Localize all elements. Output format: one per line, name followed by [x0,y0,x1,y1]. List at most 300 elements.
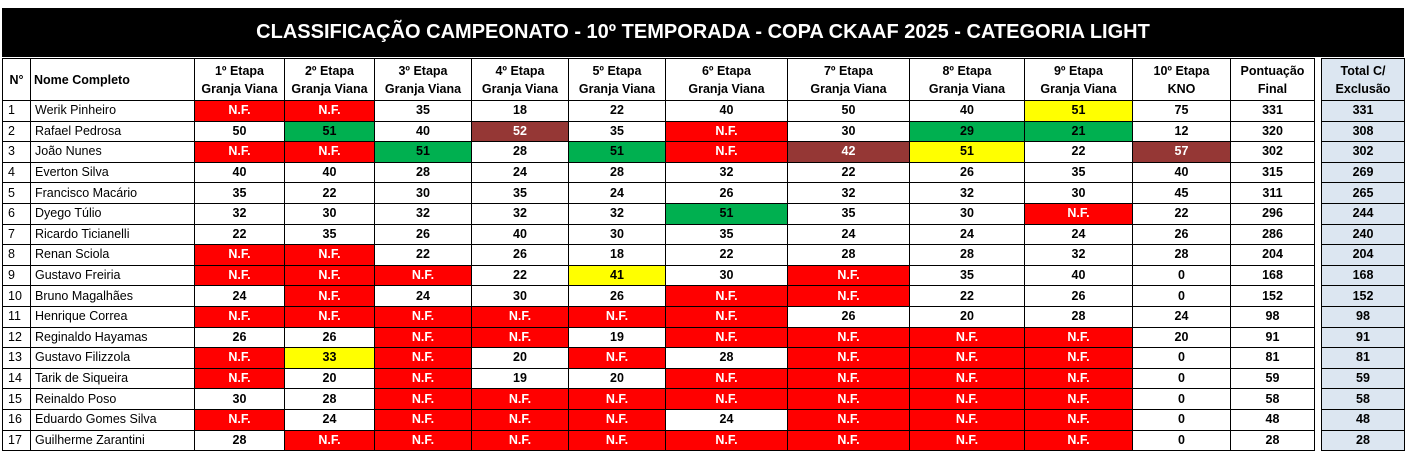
stage-score-cell: 30 [472,286,569,307]
total-exclusion-cell: 331 [1322,101,1405,122]
driver-name-cell: Ricardo Ticianelli [31,224,195,245]
stage-score-cell: 32 [472,203,569,224]
stage-score-cell: N.F. [195,306,285,327]
stage-score-cell: 35 [195,183,285,204]
stage-score-cell: N.F. [569,389,666,410]
stage-score-cell: 20 [569,368,666,389]
driver-name-cell: Everton Silva [31,162,195,183]
driver-name-cell: Reinaldo Poso [31,389,195,410]
final-score-cell: 152 [1231,286,1315,307]
stage-score-cell: N.F. [666,121,788,142]
stage-score-cell: 26 [1133,224,1231,245]
stage-score-cell: N.F. [285,286,375,307]
header-stage-2-line2: Granja Viana [291,81,368,96]
stage-score-cell: 35 [569,121,666,142]
stage-score-cell: 22 [666,245,788,266]
table-body [3,101,1405,451]
stage-score-cell: 0 [1133,430,1231,451]
stage-score-cell: 40 [375,121,472,142]
final-score-cell: 320 [1231,121,1315,142]
stage-score-cell: 28 [195,430,285,451]
stage-score-cell: 30 [569,224,666,245]
table-row [3,265,1405,286]
header-final-score [1231,59,1315,101]
stage-score-cell: 51 [285,121,375,142]
final-score-cell: 311 [1231,183,1315,204]
stage-score-cell: 30 [910,203,1025,224]
stage-score-cell: N.F. [666,142,788,163]
final-score-cell: 59 [1231,368,1315,389]
stage-score-cell: 12 [1133,121,1231,142]
position-cell: 3 [3,142,31,163]
stage-score-cell: 35 [666,224,788,245]
total-exclusion-cell: 91 [1322,327,1405,348]
header-stage-4 [472,59,569,101]
stage-score-cell: N.F. [1025,430,1133,451]
stage-score-cell: 24 [285,409,375,430]
header-final-score-line2: Final [1257,81,1288,96]
header-stage-10-line1: 10º Etapa [1153,63,1210,78]
table-row [3,183,1405,204]
table-row [3,306,1405,327]
stage-score-cell: N.F. [375,265,472,286]
column-gap [1315,306,1322,327]
header-stage-1-line2: Granja Viana [201,81,278,96]
table-row [3,348,1405,369]
stage-score-cell: 22 [569,101,666,122]
stage-score-cell: 30 [375,183,472,204]
column-gap [1315,142,1322,163]
stage-score-cell: 0 [1133,265,1231,286]
final-score-cell: 98 [1231,306,1315,327]
column-gap [1315,368,1322,389]
position-cell: 4 [3,162,31,183]
standings-table [2,58,1405,451]
stage-score-cell: 40 [910,101,1025,122]
total-exclusion-cell: 240 [1322,224,1405,245]
stage-score-cell: 26 [569,286,666,307]
stage-score-cell: N.F. [910,389,1025,410]
header-row [3,59,1405,101]
stage-score-cell: N.F. [472,409,569,430]
driver-name-cell: Dyego Túlio [31,203,195,224]
position-cell: 16 [3,409,31,430]
driver-name-cell: Gustavo Filizzola [31,348,195,369]
total-exclusion-cell: 168 [1322,265,1405,286]
column-gap [1315,389,1322,410]
final-score-cell: 204 [1231,245,1315,266]
driver-name-cell: João Nunes [31,142,195,163]
stage-score-cell: 30 [195,389,285,410]
header-stage-5 [569,59,666,101]
stage-score-cell: 35 [285,224,375,245]
total-exclusion-cell: 204 [1322,245,1405,266]
stage-score-cell: 40 [1133,162,1231,183]
stage-score-cell: N.F. [1025,348,1133,369]
stage-score-cell: 29 [910,121,1025,142]
position-cell: 6 [3,203,31,224]
header-stage-6 [666,59,788,101]
stage-score-cell: 30 [1025,183,1133,204]
header-total-exclusion-line2: Exclusão [1335,81,1391,96]
position-cell: 15 [3,389,31,410]
header-name: Nome Completo [31,59,195,101]
table-row [3,409,1405,430]
stage-score-cell: N.F. [1025,203,1133,224]
stage-score-cell: 32 [1025,245,1133,266]
stage-score-cell: 50 [788,101,910,122]
stage-score-cell: N.F. [666,430,788,451]
table-row [3,101,1405,122]
header-total-exclusion-line1: Total C/ [1340,63,1386,78]
stage-score-cell: 32 [910,183,1025,204]
position-cell: 13 [3,348,31,369]
stage-score-cell: 22 [1133,203,1231,224]
table-row [3,224,1405,245]
stage-score-cell: 22 [1025,142,1133,163]
stage-score-cell: 51 [1025,101,1133,122]
header-stage-8-line2: Granja Viana [928,81,1006,96]
stage-score-cell: N.F. [910,368,1025,389]
driver-name-cell: Gustavo Freiria [31,265,195,286]
header-stage-2-line1: 2º Etapa [304,63,355,78]
header-final-score-line1: Pontuação [1240,63,1305,78]
stage-score-cell: N.F. [195,101,285,122]
stage-score-cell: 26 [788,306,910,327]
driver-name-cell: Bruno Magalhães [31,286,195,307]
stage-score-cell: N.F. [375,348,472,369]
stage-score-cell: 32 [375,203,472,224]
stage-score-cell: 0 [1133,409,1231,430]
total-exclusion-cell: 81 [1322,348,1405,369]
driver-name-cell: Eduardo Gomes Silva [31,409,195,430]
stage-score-cell: 28 [666,348,788,369]
position-cell: 17 [3,430,31,451]
position-cell: 11 [3,306,31,327]
stage-score-cell: N.F. [195,348,285,369]
stage-score-cell: N.F. [666,368,788,389]
stage-score-cell: 28 [285,389,375,410]
stage-score-cell: 24 [910,224,1025,245]
stage-score-cell: 75 [1133,101,1231,122]
stage-score-cell: N.F. [666,389,788,410]
stage-score-cell: 51 [375,142,472,163]
stage-score-cell: 28 [788,245,910,266]
stage-score-cell: 24 [666,409,788,430]
sheet-title: CLASSIFICAÇÃO CAMPEONATO - 10º TEMPORADA - COPA CKAAF 2025 - CATEGORIA LIGHT [2,8,1404,57]
header-stage-3 [375,59,472,101]
final-score-cell: 331 [1231,101,1315,122]
driver-name-cell: Tarik de Siqueira [31,368,195,389]
column-gap [1315,286,1322,307]
stage-score-cell: N.F. [375,368,472,389]
position-cell: 10 [3,286,31,307]
total-exclusion-cell: 244 [1322,203,1405,224]
final-score-cell: 302 [1231,142,1315,163]
stage-score-cell: N.F. [472,430,569,451]
total-exclusion-cell: 48 [1322,409,1405,430]
stage-score-cell: N.F. [788,348,910,369]
stage-score-cell: N.F. [285,265,375,286]
column-gap [1315,101,1322,122]
final-score-cell: 91 [1231,327,1315,348]
stage-score-cell: N.F. [666,327,788,348]
stage-score-cell: N.F. [569,348,666,369]
stage-score-cell: N.F. [788,286,910,307]
stage-score-cell: 28 [910,245,1025,266]
stage-score-cell: 26 [666,183,788,204]
stage-score-cell: 20 [472,348,569,369]
total-exclusion-cell: 302 [1322,142,1405,163]
stage-score-cell: 35 [472,183,569,204]
total-exclusion-cell: 28 [1322,430,1405,451]
column-gap [1315,245,1322,266]
header-stage-6-line2: Granja Viana [688,81,765,96]
header-num: N° [3,59,31,101]
stage-score-cell: N.F. [195,265,285,286]
table-row [3,203,1405,224]
column-gap [1315,348,1322,369]
driver-name-cell: Henrique Correa [31,306,195,327]
position-cell: 5 [3,183,31,204]
stage-score-cell: N.F. [788,430,910,451]
stage-score-cell: N.F. [375,409,472,430]
stage-score-cell: N.F. [472,389,569,410]
stage-score-cell: 26 [1025,286,1133,307]
stage-score-cell: N.F. [472,327,569,348]
driver-name-cell: Reginaldo Hayamas [31,327,195,348]
stage-score-cell: N.F. [569,430,666,451]
total-exclusion-cell: 59 [1322,368,1405,389]
header-stage-10-line2: KNO [1167,81,1196,96]
column-gap [1315,327,1322,348]
header-stage-7 [788,59,910,101]
column-gap [1315,59,1322,101]
stage-score-cell: N.F. [788,389,910,410]
driver-name-cell: Guilherme Zarantini [31,430,195,451]
header-stage-9-line1: 9º Etapa [1053,63,1104,78]
column-gap [1315,224,1322,245]
stage-score-cell: 20 [1133,327,1231,348]
stage-score-cell: N.F. [1025,327,1133,348]
stage-score-cell: 35 [1025,162,1133,183]
stage-score-cell: 0 [1133,389,1231,410]
position-cell: 2 [3,121,31,142]
stage-score-cell: N.F. [910,430,1025,451]
stage-score-cell: N.F. [788,327,910,348]
stage-score-cell: 22 [788,162,910,183]
header-stage-1 [195,59,285,101]
stage-score-cell: 45 [1133,183,1231,204]
header-stage-7-line1: 7º Etapa [823,63,874,78]
stage-score-cell: N.F. [788,368,910,389]
driver-name-cell: Renan Sciola [31,245,195,266]
stage-score-cell: 24 [569,183,666,204]
stage-score-cell: 57 [1133,142,1231,163]
stage-score-cell: 32 [666,162,788,183]
table-row [3,162,1405,183]
stage-score-cell: N.F. [472,306,569,327]
header-stage-3-line2: Granja Viana [384,81,462,96]
stage-score-cell: 28 [569,162,666,183]
stage-score-cell: 42 [788,142,910,163]
stage-score-cell: 22 [285,183,375,204]
stage-score-cell: N.F. [666,306,788,327]
stage-score-cell: 22 [472,265,569,286]
stage-score-cell: N.F. [285,245,375,266]
stage-score-cell: 35 [788,203,910,224]
stage-score-cell: 0 [1133,286,1231,307]
stage-score-cell: 24 [788,224,910,245]
stage-score-cell: 40 [472,224,569,245]
stage-score-cell: N.F. [375,430,472,451]
column-gap [1315,121,1322,142]
stage-score-cell: 32 [788,183,910,204]
stage-score-cell: N.F. [910,348,1025,369]
column-gap [1315,162,1322,183]
stage-score-cell: N.F. [1025,389,1133,410]
header-stage-10 [1133,59,1231,101]
stage-score-cell: 26 [195,327,285,348]
table-row [3,286,1405,307]
position-cell: 9 [3,265,31,286]
stage-score-cell: N.F. [569,306,666,327]
stage-score-cell: 0 [1133,348,1231,369]
stage-score-cell: 30 [285,203,375,224]
stage-score-cell: 33 [285,348,375,369]
stage-score-cell: 35 [910,265,1025,286]
header-stage-4-line1: 4º Etapa [495,63,545,78]
stage-score-cell: 22 [910,286,1025,307]
stage-score-cell: N.F. [285,101,375,122]
stage-score-cell: 40 [666,101,788,122]
stage-score-cell: 28 [375,162,472,183]
position-cell: 14 [3,368,31,389]
header-total-exclusion [1322,59,1405,101]
table-row [3,327,1405,348]
stage-score-cell: 28 [472,142,569,163]
total-exclusion-cell: 308 [1322,121,1405,142]
header-stage-7-line2: Granja Viana [810,81,887,96]
stage-score-cell: 22 [195,224,285,245]
stage-score-cell: 24 [375,286,472,307]
stage-score-cell: 40 [1025,265,1133,286]
stage-score-cell: N.F. [285,142,375,163]
header-stage-9-line2: Granja Viana [1040,81,1117,96]
stage-score-cell: 20 [285,368,375,389]
stage-score-cell: 20 [910,306,1025,327]
table-row [3,368,1405,389]
stage-score-cell: 41 [569,265,666,286]
stage-score-cell: 19 [472,368,569,389]
final-score-cell: 28 [1231,430,1315,451]
stage-score-cell: N.F. [195,409,285,430]
position-cell: 12 [3,327,31,348]
stage-score-cell: 26 [375,224,472,245]
stage-score-cell: 0 [1133,368,1231,389]
total-exclusion-cell: 265 [1322,183,1405,204]
stage-score-cell: 24 [1133,306,1231,327]
driver-name-cell: Rafael Pedrosa [31,121,195,142]
stage-score-cell: 28 [1025,306,1133,327]
stage-score-cell: 21 [1025,121,1133,142]
stage-score-cell: 24 [1025,224,1133,245]
final-score-cell: 168 [1231,265,1315,286]
stage-score-cell: N.F. [666,286,788,307]
stage-score-cell: 26 [910,162,1025,183]
final-score-cell: 315 [1231,162,1315,183]
stage-score-cell: N.F. [285,306,375,327]
header-stage-3-line1: 3º Etapa [398,63,448,78]
header-stage-8 [910,59,1025,101]
stage-score-cell: N.F. [375,389,472,410]
stage-score-cell: 26 [472,245,569,266]
driver-name-cell: Francisco Macário [31,183,195,204]
stage-score-cell: N.F. [195,245,285,266]
stage-score-cell: 40 [195,162,285,183]
header-stage-9 [1025,59,1133,101]
final-score-cell: 296 [1231,203,1315,224]
position-cell: 1 [3,101,31,122]
stage-score-cell: N.F. [285,430,375,451]
stage-score-cell: 19 [569,327,666,348]
column-gap [1315,203,1322,224]
stage-score-cell: 40 [285,162,375,183]
stage-score-cell: 51 [569,142,666,163]
stage-score-cell: N.F. [1025,409,1133,430]
header-stage-5-line1: 5º Etapa [592,63,642,78]
table-row [3,121,1405,142]
stage-score-cell: N.F. [569,409,666,430]
stage-score-cell: 30 [788,121,910,142]
stage-score-cell: 18 [569,245,666,266]
final-score-cell: 286 [1231,224,1315,245]
table-row [3,430,1405,451]
stage-score-cell: 18 [472,101,569,122]
stage-score-cell: N.F. [195,142,285,163]
stage-score-cell: 50 [195,121,285,142]
final-score-cell: 48 [1231,409,1315,430]
header-stage-4-line2: Granja Viana [481,81,559,96]
stage-score-cell: 51 [666,203,788,224]
stage-score-cell: 24 [195,286,285,307]
total-exclusion-cell: 152 [1322,286,1405,307]
stage-score-cell: 51 [910,142,1025,163]
stage-score-cell: 26 [285,327,375,348]
stage-score-cell: 35 [375,101,472,122]
stage-score-cell: 32 [195,203,285,224]
stage-score-cell: N.F. [375,306,472,327]
stage-score-cell: N.F. [375,327,472,348]
stage-score-cell: 32 [569,203,666,224]
table-row [3,245,1405,266]
stage-score-cell: N.F. [195,368,285,389]
header-stage-8-line1: 8º Etapa [942,63,992,78]
header-stage-6-line1: 6º Etapa [701,63,752,78]
column-gap [1315,409,1322,430]
header-stage-5-line2: Granja Viana [578,81,656,96]
stage-score-cell: N.F. [910,409,1025,430]
stage-score-cell: 30 [666,265,788,286]
column-gap [1315,430,1322,451]
final-score-cell: 81 [1231,348,1315,369]
header-stage-2 [285,59,375,101]
header-stage-1-line1: 1º Etapa [214,63,265,78]
table-row [3,389,1405,410]
stage-score-cell: 22 [375,245,472,266]
stage-score-cell: N.F. [788,265,910,286]
stage-score-cell: 52 [472,121,569,142]
